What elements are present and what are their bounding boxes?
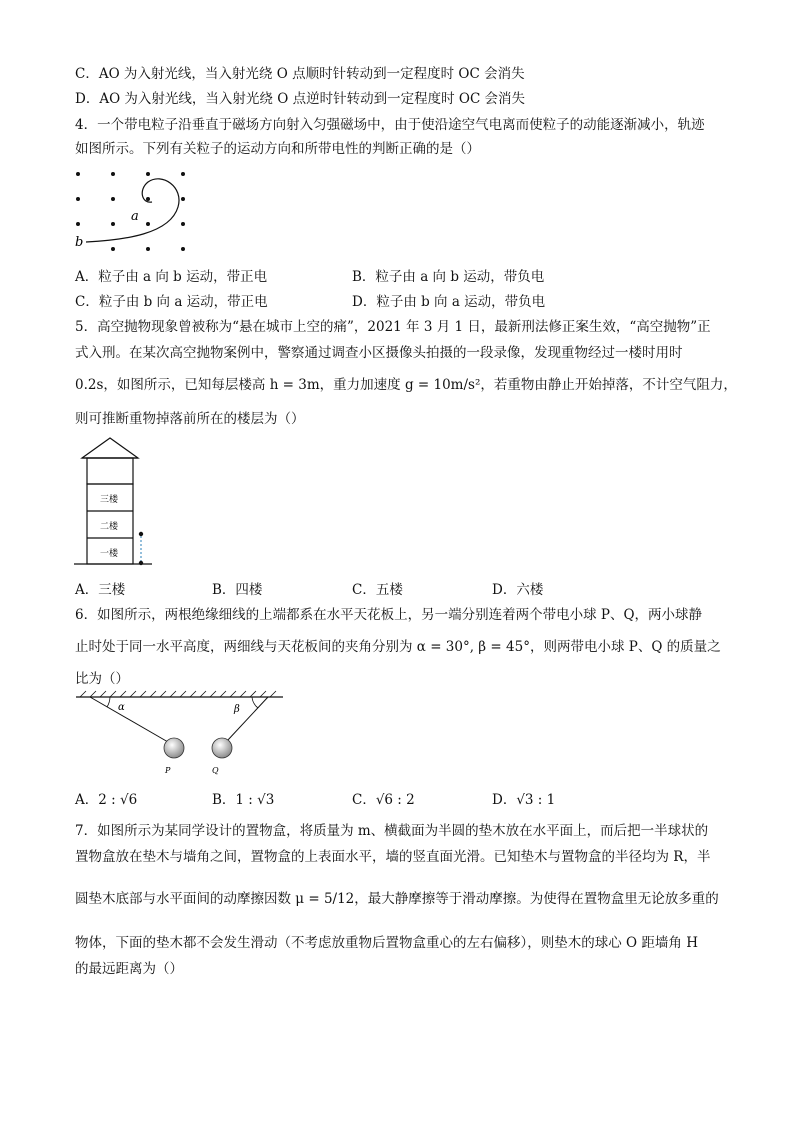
q5-option-c: C．五楼 [352,582,403,598]
ball-p [164,738,184,758]
thread-p [90,697,168,742]
q5-option-a: A．三楼 [75,582,126,598]
q4-option-a: A．粒子由 a 向 b 运动，带正电 [75,269,268,285]
ball-q [212,738,232,758]
q4-option-d: D．粒子由 b 向 a 运动，带负电 [352,294,546,310]
q6-option-b: B．1 : √3 [212,792,275,808]
label-b: b [75,235,84,250]
q6-option-d: D．√3 : 1 [492,792,556,808]
q6-stem-line3: 比为（） [75,671,129,687]
q5-option-d: D．六楼 [492,582,544,598]
q5-building-figure [72,436,162,570]
label-beta: β [234,704,240,715]
q3-option-c: C．AO 为入射光线，当入射光绕 O 点顺时针转动到一定程度时 OC 会消失 [75,66,525,82]
q5-option-b: B．四楼 [212,582,263,598]
q4-stem-line1: 4．一个带电粒子沿垂直于磁场方向射入匀强磁场中，由于使沿途空气电离而使粒子的动能逐渐减小，轨迹 [75,117,705,133]
label-q: Q [212,766,219,775]
q7-stem-line1: 7．如图所示为某同学设计的置物盒，将质量为 m、横截面为半圆的垫木放在水平面上，而后把一半球状的 [75,823,709,839]
q5-stem-line2: 式入刑。在某次高空抛物案例中，警察通过调查小区摄像头拍摄的一段录像，发现重物经过一楼时用时 [75,345,683,361]
floor-label-2: 二楼 [100,522,119,532]
label-a: a [131,209,139,224]
floor-label-3: 三楼 [100,495,119,505]
q7-stem-line5: 的最远距离为（） [75,961,183,977]
q4-option-b: B．粒子由 a 向 b 运动，带负电 [352,269,545,285]
q5-stem-line4: 则可推断重物掉落前所在的楼层为（） [75,411,305,427]
q7-stem-line4: 物体，下面的垫木都不会发生滑动（不考虑放重物后置物盒重心的左右偏移），则垫木的球心 O 距墙角 H [75,935,698,951]
q6-stem-line1: 6．如图所示，两根绝缘细线的上端都系在水平天花板上，另一端分别连着两个带电小球 P、Q，两小球静 [75,607,703,623]
q6-option-c: C．√6 : 2 [352,792,415,808]
q4-magnetic-field-figure [70,162,200,257]
label-alpha: α [118,702,125,713]
q6-stem-line2: 止时处于同一水平高度，两细线与天花板间的夹角分别为 α = 30°, β = 45°，则两带电小球 P、Q 的质量之 [75,639,721,655]
q3-option-d: D．AO 为入射光线，当入射光绕 O 点逆时针转动到一定程度时 OC 会消失 [75,91,526,107]
q5-stem-line1: 5．高空抛物现象曾被称为“悬在城市上空的痛”，2021 年 3 月 1 日，最新刑法修正案生效，“高空抛物”正 [75,319,711,335]
q6-charged-balls-figure [72,690,287,780]
q5-stem-line3: 0.2s，如图所示，已知每层楼高 h = 3m，重力加速度 g = 10m/s²，若重物由静止开始掉落，不计空气阻力， [75,377,737,393]
floor-label-1: 一楼 [100,549,119,559]
ceiling-hatch [80,691,276,697]
q4-option-c: C．粒子由 b 向 a 运动，带正电 [75,294,268,310]
q4-stem-line2: 如图所示。下列有关粒子的运动方向和所带电性的判断正确的是（） [75,141,480,157]
label-p: P [165,766,171,775]
q7-stem-line3: 圆垫木底部与水平面间的动摩擦因数 μ = 5/12，最大静摩擦等于滑动摩擦。为使得在置物盒里无论放多重的 [75,891,719,907]
q7-stem-line2: 置物盒放在垫木与墙角之间，置物盒的上表面水平，墙的竖直面光滑。已知垫木与置物盒的半径均为 R，半 [75,849,711,865]
falling-object [139,532,143,536]
q6-option-a: A．2 : √6 [75,792,138,808]
